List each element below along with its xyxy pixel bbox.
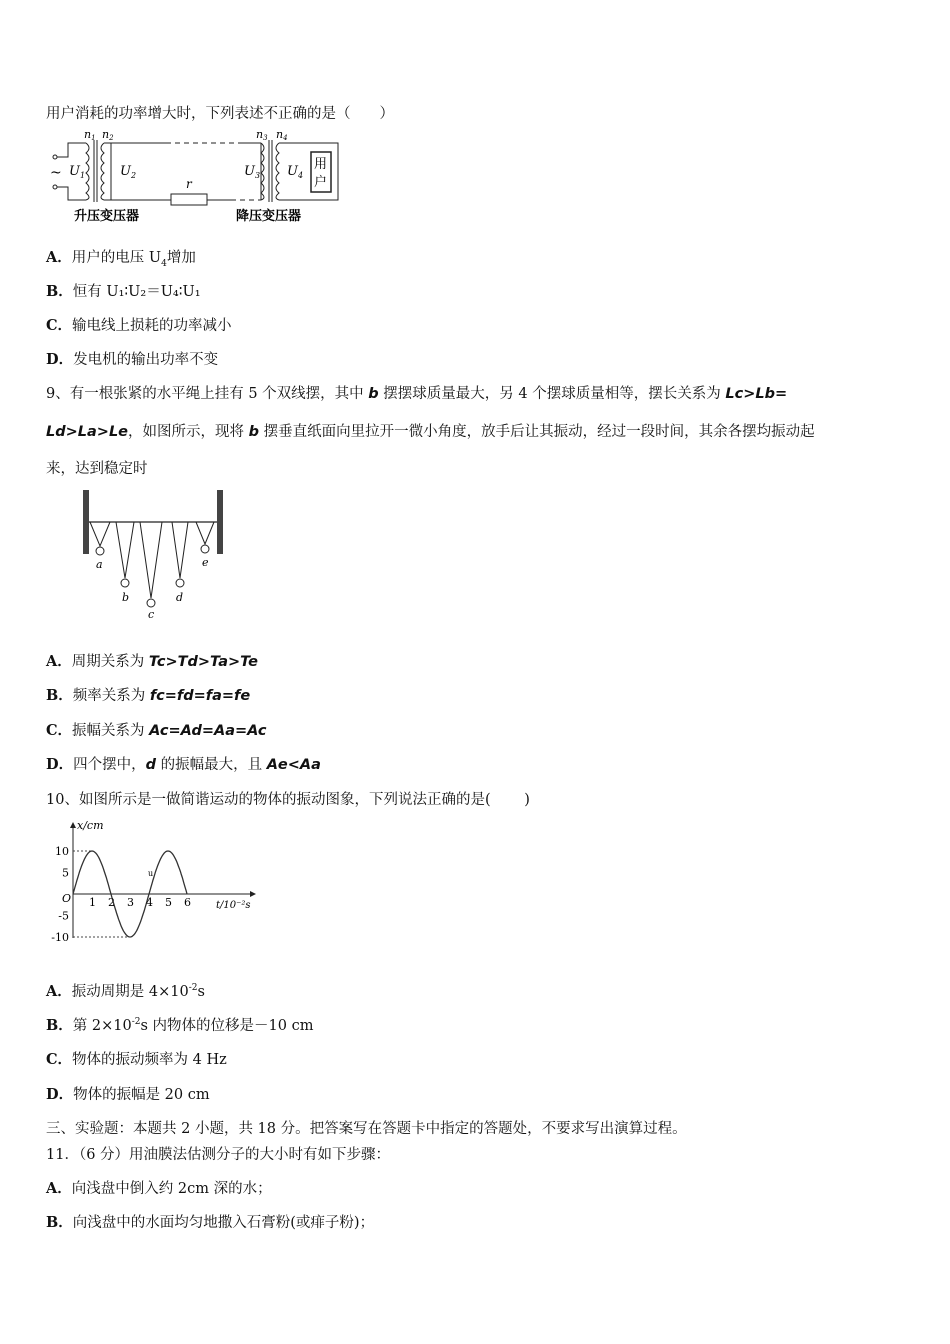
x-tick-label: 2 (108, 896, 115, 909)
ac-source-symbol: ~ (50, 165, 62, 181)
q10-option-a: A．振动周期是 $4\times 10^{-2}s$ (46, 983, 205, 1000)
q8-option-d: D．发电机的输出功率不变 (46, 351, 219, 368)
label-u3: $U_3$ (244, 164, 261, 180)
label-r: r (186, 177, 192, 191)
q10-option-b: B．第 $2\times 10^{-2}s$ 内物体的位移是－10 cm (46, 1017, 314, 1034)
resistor-r (171, 194, 207, 205)
annotation-u: u (148, 869, 154, 878)
y-tick-label: 10 (55, 845, 69, 858)
q10-option-c: C．物体的振动频率为 4 Hz (46, 1051, 227, 1068)
transformer-circuit-figure (46, 130, 346, 225)
label-n4: n4 (276, 128, 288, 142)
q9-stem-line3: 来，达到稳定时 (46, 461, 148, 477)
pendulum-figure (80, 488, 230, 621)
q8-option-c: C．输电线上损耗的功率减小 (46, 317, 232, 334)
y-tick-label: -5 (58, 909, 69, 923)
y-tick-label: 5 (62, 866, 69, 880)
pendulum-label-b: b (122, 591, 130, 604)
x-axis-label: t/10⁻²s (216, 900, 251, 911)
vibration-graph (40, 816, 260, 946)
label-n2: n2 (102, 128, 114, 142)
q8-option-b: B．恒有 U₁∶U₂＝U₄∶U₁ (46, 283, 201, 300)
q9-option-a: A．周期关系为 Tc>Td>Ta>Te (46, 653, 259, 670)
q8-stem: 用户消耗的功率增大时，下列表述不正确的是（ ） (46, 106, 394, 122)
label-n1: n1 (84, 128, 96, 142)
y-axis-label: x/cm (77, 819, 104, 832)
step-down-label: 降压变压器 (236, 209, 302, 224)
x-tick-label: 5 (165, 896, 172, 909)
pendulum-label-c: c (148, 608, 155, 621)
y-tick-label: -10 (51, 931, 69, 944)
x-tick-label: 3 (127, 896, 134, 909)
q9-option-c: C．振幅关系为 Ac=Ad=Aa=Ac (46, 722, 267, 739)
section3-heading: 三、实验题：本题共 2 小题，共 18 分。把答案写在答题卡中指定的答题处，不要求写出演算过程。 (46, 1121, 687, 1137)
x-axis-arrow (250, 891, 256, 897)
origin-label: O (62, 892, 72, 905)
q10-stem: 10、如图所示是一做简谐运动的物体的振动图象，下列说法正确的是( ) (46, 792, 530, 808)
x-tick-label: 6 (184, 896, 191, 909)
label-n3: n3 (256, 128, 268, 142)
x-tick-label: 4 (146, 896, 153, 909)
label-u1: $U_1$ (69, 164, 86, 180)
label-u4: $U_4$ (287, 164, 304, 180)
svg-text:户: 户 (314, 175, 328, 190)
q8-option-a: A．用户的电压 $U_4$增加 (46, 249, 196, 269)
pendulum-label-a: a (96, 558, 103, 571)
q10-option-d: D．物体的振幅是 20 cm (46, 1086, 210, 1103)
q9-stem-line2: Ld>La>Le，如图所示，现将 b 摆垂直纸面向里拉开一微小角度，放手后让其振动，经过一段时间，其余各摆均振动起 (46, 424, 815, 440)
pendulum-label-e: e (202, 556, 209, 569)
y-axis-arrow (70, 822, 76, 828)
q9-option-b: B．频率关系为 fc=fd=fa=fe (46, 687, 251, 704)
pendulum-label-d: d (176, 591, 184, 604)
svg-text:用: 用 (314, 157, 328, 172)
q9-stem-line1: 9、有一根张紧的水平绳上挂有 5 个双线摆，其中 b 摆摆球质量最大，另 4 个摆球质量相等，摆长关系为 Lc>Lb= (46, 386, 788, 402)
step-up-label: 升压变压器 (74, 209, 140, 224)
q11-step-a: A．向浅盘中倒入约 2cm 深的水； (46, 1180, 272, 1197)
x-tick-label: 1 (89, 896, 96, 909)
q11-step-b: B．向浅盘中的水面均匀地撒入石膏粉(或痱子粉)； (46, 1214, 375, 1231)
label-u2: $U_2$ (120, 164, 137, 180)
q9-option-d: D．四个摆中，d 的振幅最大，且 Ae<Aa (46, 756, 321, 773)
q11-stem: 11．（6 分）用油膜法估测分子的大小时有如下步骤： (46, 1147, 391, 1163)
